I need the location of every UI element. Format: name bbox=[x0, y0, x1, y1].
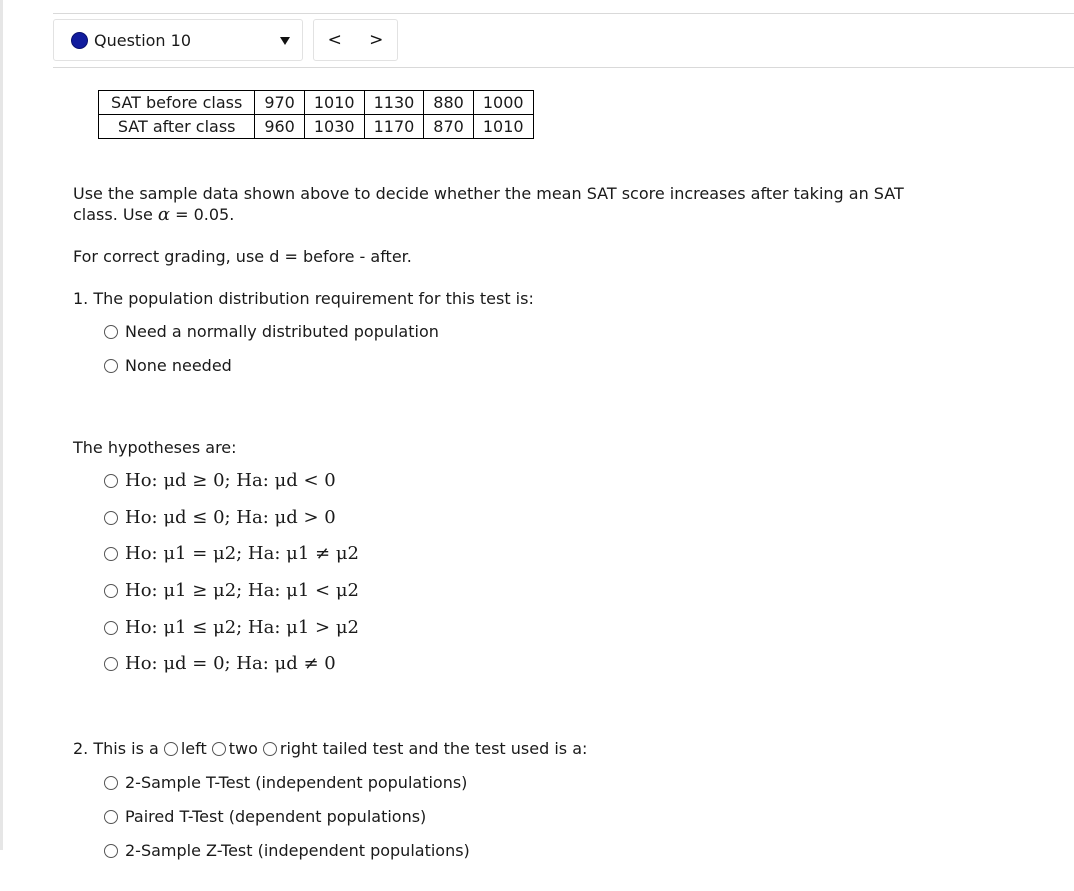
alpha-symbol: α bbox=[157, 204, 171, 225]
option-label: Paired T-Test (dependent populations) bbox=[125, 807, 427, 826]
hypothesis-text: Ho: μd = 0; Ha: μd ≠ 0 bbox=[125, 653, 336, 674]
question-selector[interactable] bbox=[53, 19, 303, 61]
table-cell: 970 bbox=[255, 91, 305, 115]
radio-button[interactable] bbox=[104, 511, 118, 525]
table-cell: 960 bbox=[255, 115, 305, 139]
radio-button[interactable] bbox=[104, 621, 118, 635]
hyp-option-5[interactable] bbox=[104, 617, 359, 638]
tail-right-label: right bbox=[279, 739, 318, 758]
row-label-after: SAT after class bbox=[99, 115, 255, 139]
hyp-option-1[interactable] bbox=[104, 470, 336, 491]
table-cell: 1170 bbox=[364, 115, 424, 139]
test-option-paired-t[interactable] bbox=[104, 807, 426, 826]
hypothesis-text: Ho: μ1 ≤ μ2; Ha: μ1 > μ2 bbox=[125, 617, 359, 638]
hypotheses-title: The hypotheses are: bbox=[73, 438, 237, 457]
hyp-option-2[interactable] bbox=[104, 507, 336, 528]
table-cell: 1010 bbox=[304, 91, 364, 115]
tail-two-label: two bbox=[228, 739, 258, 758]
hyp-option-3[interactable] bbox=[104, 543, 359, 564]
q1-option-none[interactable] bbox=[104, 356, 232, 375]
question-label: Question 10 bbox=[94, 30, 192, 50]
left-border bbox=[0, 0, 3, 850]
radio-button[interactable] bbox=[104, 657, 118, 671]
table-cell: 1030 bbox=[304, 115, 364, 139]
grading-note: For correct grading, use d = before - after. bbox=[73, 247, 412, 266]
prompt-line-1: Use the sample data shown above to decide whether the mean SAT score increases after taking an SAT bbox=[73, 184, 904, 203]
table-cell: 870 bbox=[424, 115, 474, 139]
prompt-line-2-pre: class. Use bbox=[73, 205, 158, 224]
radio-button[interactable] bbox=[104, 474, 118, 488]
hypothesis-text: Ho: μ1 = μ2; Ha: μ1 ≠ μ2 bbox=[125, 543, 359, 564]
option-label: Need a normally distributed population bbox=[125, 322, 439, 341]
q2-prefix: 2. This is a bbox=[73, 739, 159, 758]
table-cell: 880 bbox=[424, 91, 474, 115]
q2-suffix: tailed test and the test used is a: bbox=[317, 739, 588, 758]
q2-tail-question bbox=[73, 739, 587, 758]
hyp-option-6[interactable] bbox=[104, 653, 336, 674]
hyp-option-4[interactable] bbox=[104, 580, 359, 601]
radio-button[interactable] bbox=[104, 810, 118, 824]
question-status-dot-icon bbox=[71, 32, 88, 49]
top-divider bbox=[53, 13, 1074, 14]
tail-left-radio[interactable] bbox=[164, 742, 178, 756]
table-cell: 1130 bbox=[364, 91, 424, 115]
question-nav bbox=[313, 19, 398, 61]
option-label: 2-Sample Z-Test (independent populations) bbox=[125, 841, 470, 860]
radio-button[interactable] bbox=[104, 584, 118, 598]
hypothesis-text: Ho: μ1 ≥ μ2; Ha: μ1 < μ2 bbox=[125, 580, 359, 601]
tail-two-radio[interactable] bbox=[212, 742, 226, 756]
q1-title: 1. The population distribution requirement for this test is: bbox=[73, 289, 534, 308]
dropdown-arrow-icon bbox=[280, 37, 290, 45]
hypothesis-text: Ho: μd ≤ 0; Ha: μd > 0 bbox=[125, 507, 336, 528]
nav-divider bbox=[53, 67, 1074, 68]
tail-right-radio[interactable] bbox=[263, 742, 277, 756]
test-option-2sample-z[interactable] bbox=[104, 841, 470, 860]
test-option-2sample-t[interactable] bbox=[104, 773, 467, 792]
option-label: 2-Sample T-Test (independent populations) bbox=[125, 773, 468, 792]
prompt-line-2-post: = 0.05. bbox=[170, 205, 235, 224]
row-label-before: SAT before class bbox=[99, 91, 255, 115]
tail-left-label: left bbox=[180, 739, 207, 758]
table-cell: 1000 bbox=[473, 91, 533, 115]
sat-data-table bbox=[98, 90, 534, 139]
next-question-button[interactable]: > bbox=[369, 30, 384, 50]
q1-option-normal[interactable] bbox=[104, 322, 439, 341]
table-cell: 1010 bbox=[473, 115, 533, 139]
hypothesis-text: Ho: μd ≥ 0; Ha: μd < 0 bbox=[125, 470, 336, 491]
prompt-line-2 bbox=[73, 204, 234, 225]
radio-button[interactable] bbox=[104, 325, 118, 339]
radio-button[interactable] bbox=[104, 844, 118, 858]
radio-button[interactable] bbox=[104, 776, 118, 790]
prev-question-button[interactable]: < bbox=[327, 30, 342, 50]
radio-button[interactable] bbox=[104, 359, 118, 373]
table-row bbox=[99, 115, 534, 139]
option-label: None needed bbox=[125, 356, 232, 375]
table-row bbox=[99, 91, 534, 115]
radio-button[interactable] bbox=[104, 547, 118, 561]
